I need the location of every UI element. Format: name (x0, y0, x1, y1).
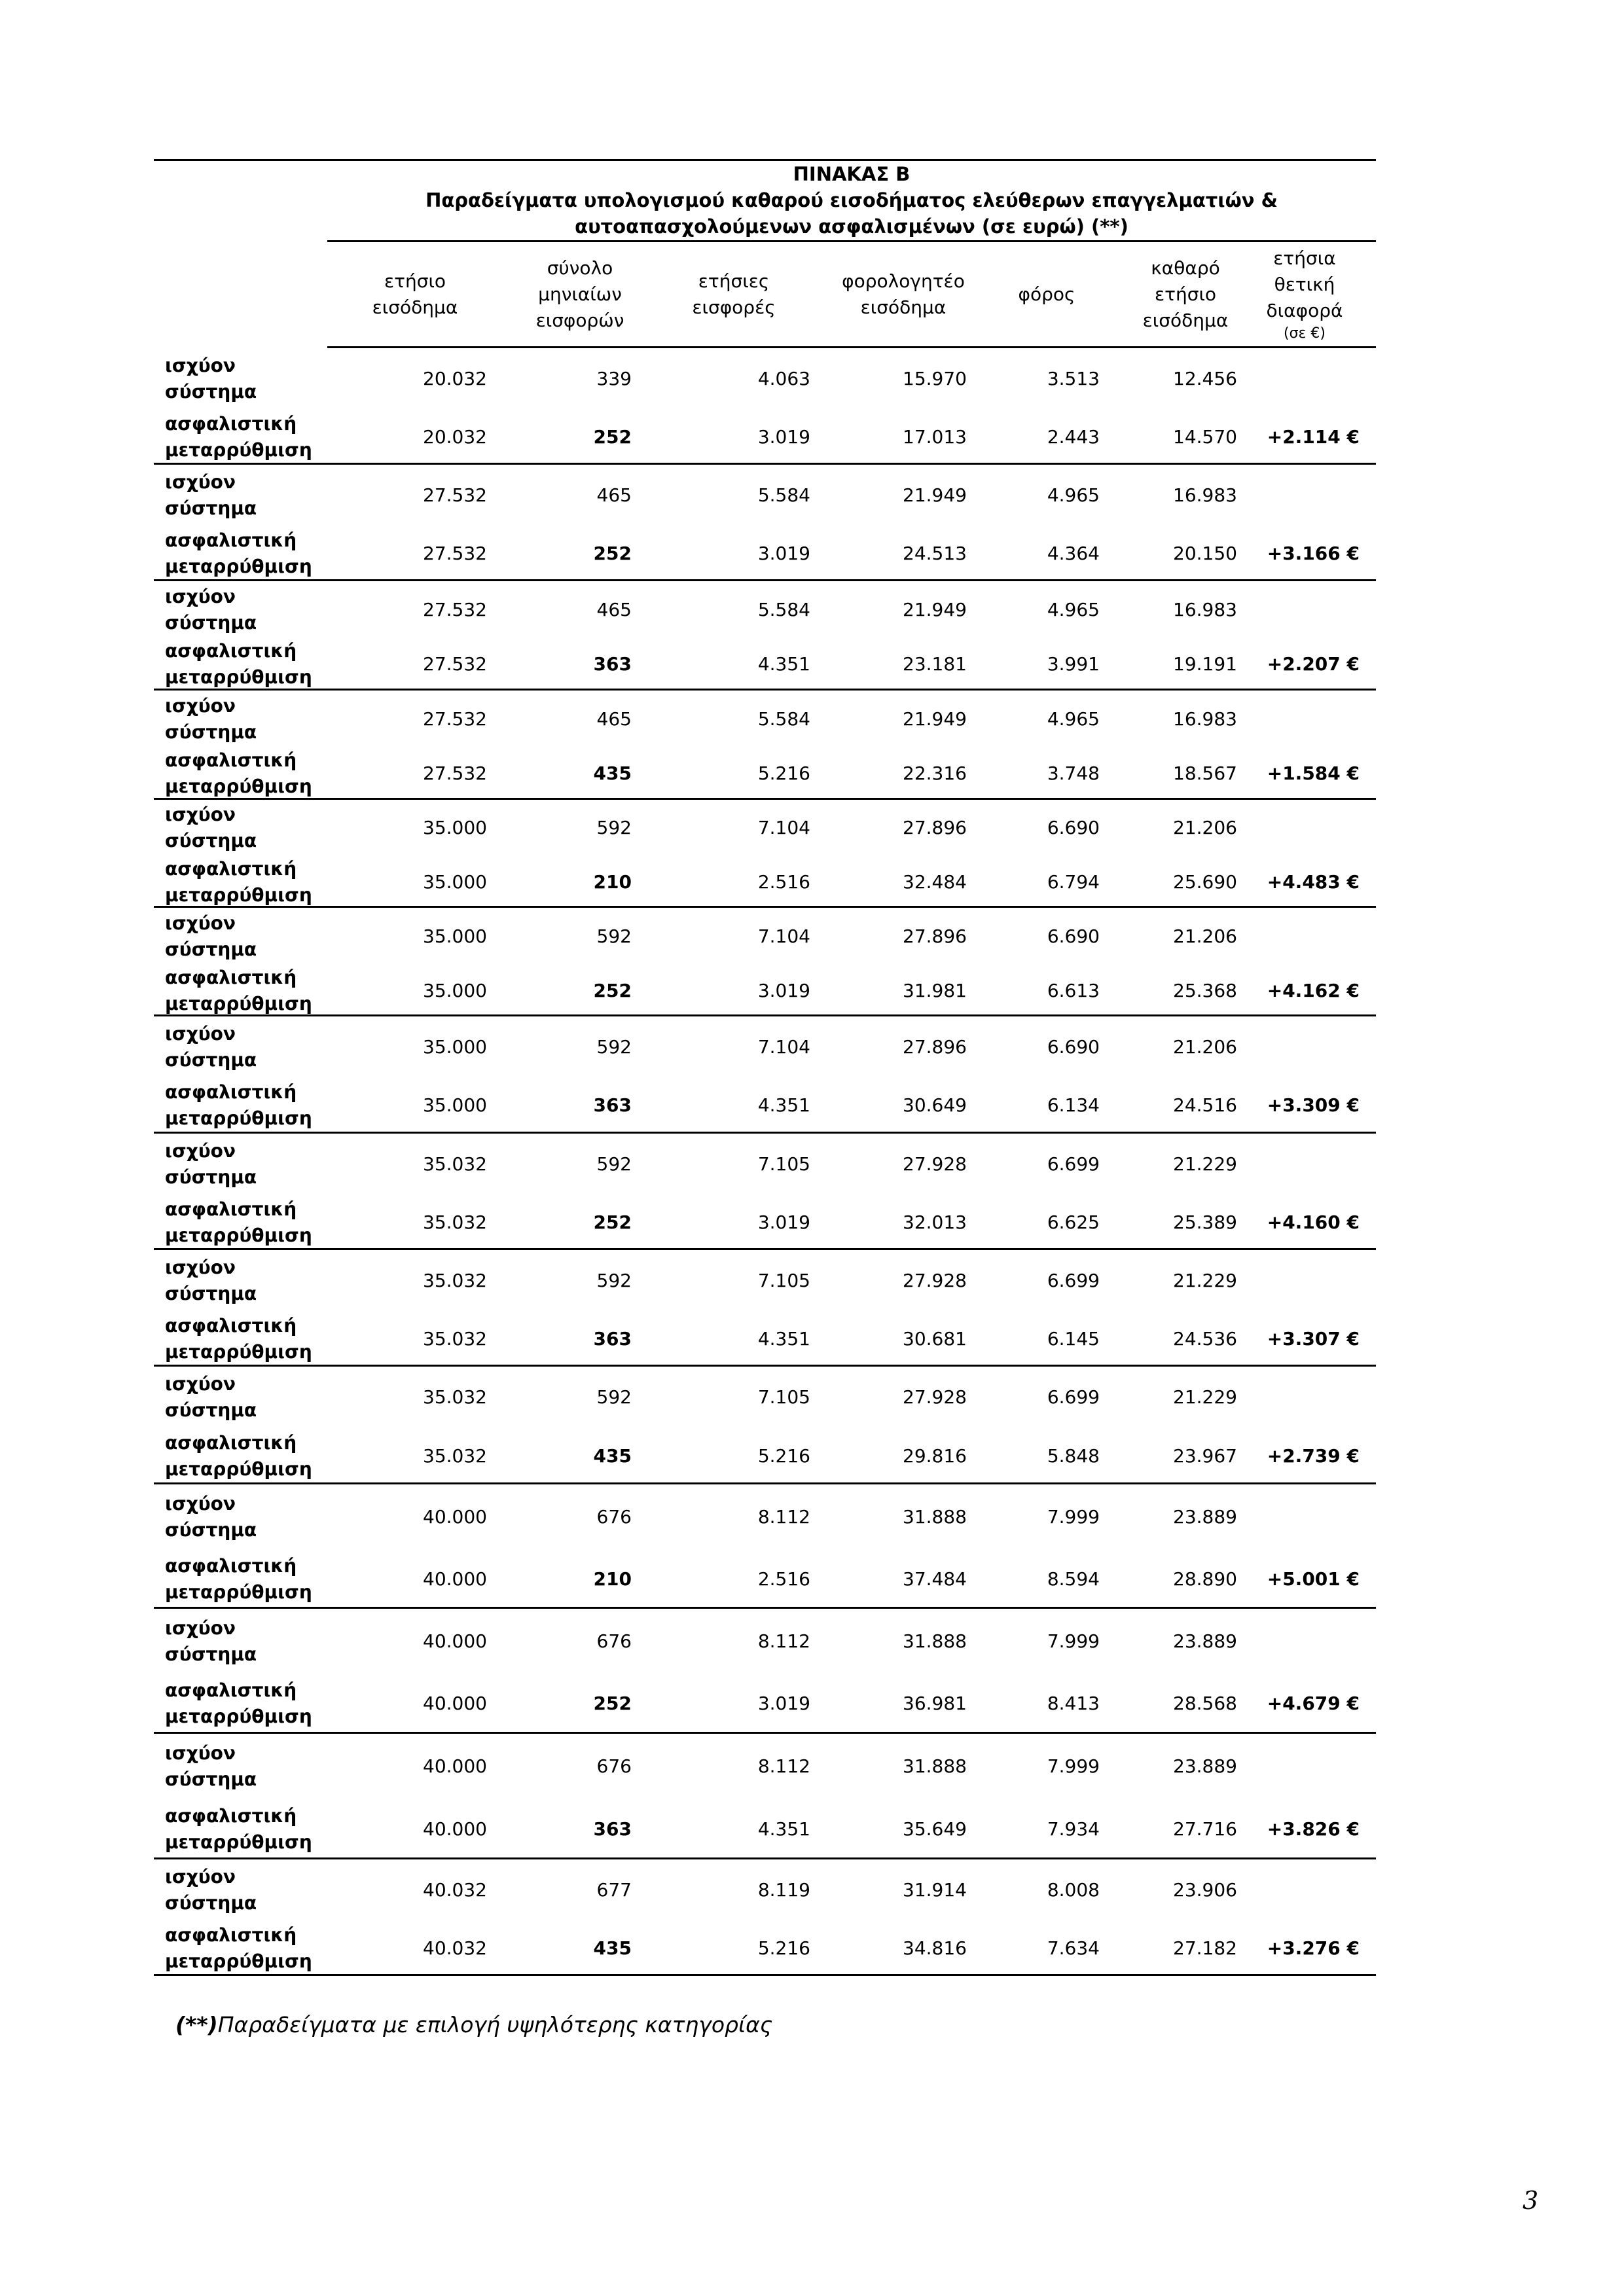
cell-annual-contributions: 4.351 (757, 653, 810, 675)
cell-annual-difference: +4.162 € (1267, 979, 1360, 1001)
cell-taxable-income: 32.484 (903, 870, 967, 893)
table-row-insurance-reform (154, 1077, 1376, 1136)
table-row-insurance-reform (154, 408, 1376, 466)
column-header-label: ετήσιες εισφορές (692, 270, 776, 318)
cell-monthly-contributions: 465 (596, 708, 632, 730)
cell-net-annual-income: 19.191 (1173, 653, 1237, 675)
cell-monthly-contributions: 210 (593, 870, 632, 893)
cell-taxable-income: 35.649 (903, 1818, 967, 1840)
cell-annual-income: 35.000 (423, 817, 487, 839)
row-label: ασφαλιστική μεταρρύθμιση (165, 1314, 312, 1363)
column-header-label: ετήσιο εισόδημα (372, 270, 458, 318)
cell-annual-income: 35.000 (423, 870, 487, 893)
table-row-current-system (154, 1368, 1376, 1427)
cell-tax: 4.364 (1047, 542, 1100, 564)
table-row-current-system (154, 466, 1376, 524)
cell-monthly-contributions: 676 (596, 1630, 632, 1652)
row-label: ασφαλιστική μεταρρύθμιση (165, 1198, 312, 1246)
cell-annual-difference: +3.276 € (1267, 1937, 1360, 1959)
comparison-group (154, 1365, 1376, 1483)
cell-annual-income: 35.032 (423, 1386, 487, 1408)
footnote-text: Παραδείγματα με επιλογή υψηλότερης κατηγορίας (217, 2012, 773, 2037)
cell-annual-difference: +4.483 € (1267, 870, 1360, 893)
cell-annual-difference: +2.207 € (1267, 653, 1360, 675)
table-row-insurance-reform (154, 1548, 1376, 1610)
cell-net-annual-income: 21.229 (1173, 1386, 1237, 1408)
cell-net-annual-income: 23.967 (1173, 1445, 1237, 1467)
cell-net-annual-income: 24.536 (1173, 1327, 1237, 1350)
cell-annual-difference: +3.307 € (1267, 1327, 1360, 1350)
cell-monthly-contributions: 465 (596, 484, 632, 506)
cell-annual-difference: +2.114 € (1267, 425, 1360, 448)
cell-monthly-contributions: 592 (596, 1386, 632, 1408)
cell-taxable-income: 27.896 (903, 817, 967, 839)
comparison-group (154, 1483, 1376, 1607)
table-row-current-system (154, 909, 1376, 963)
cell-monthly-contributions: 592 (596, 1153, 632, 1175)
column-header-unit: (σε €) (1284, 325, 1326, 342)
row-label: ισχύον σύστημα (165, 1256, 257, 1304)
cell-annual-contributions: 3.019 (757, 979, 810, 1001)
cell-annual-contributions: 7.105 (757, 1386, 810, 1408)
cell-annual-income: 40.000 (423, 1755, 487, 1777)
cell-net-annual-income: 14.570 (1173, 425, 1237, 448)
cell-monthly-contributions: 676 (596, 1505, 632, 1528)
cell-annual-difference: +3.166 € (1267, 542, 1360, 564)
cell-annual-contributions: 5.584 (757, 484, 810, 506)
cell-annual-income: 40.000 (423, 1568, 487, 1590)
cell-annual-contributions: 5.216 (757, 762, 810, 785)
cell-tax: 8.413 (1047, 1693, 1100, 1715)
column-header-label: σύνολο μηνιαίων εισφορών (535, 257, 624, 331)
comparison-group (154, 580, 1376, 689)
cell-tax: 6.613 (1047, 979, 1100, 1001)
table-row-current-system (154, 692, 1376, 747)
cell-annual-income: 35.000 (423, 1035, 487, 1058)
cell-annual-income: 27.532 (423, 708, 487, 730)
cell-annual-contributions: 7.104 (757, 1035, 810, 1058)
cell-net-annual-income: 21.206 (1173, 1035, 1237, 1058)
table-row-insurance-reform (154, 1919, 1376, 1977)
cell-tax: 6.699 (1047, 1153, 1100, 1175)
row-label: ασφαλιστική μεταρρύθμιση (165, 529, 312, 577)
row-label: ασφαλιστική μεταρρύθμιση (165, 1081, 312, 1130)
cell-annual-difference: +4.679 € (1267, 1693, 1360, 1715)
column-header-monthly-contributions (521, 243, 639, 346)
table-row-current-system (154, 1018, 1376, 1077)
cell-taxable-income: 31.888 (903, 1505, 967, 1528)
cell-tax: 4.965 (1047, 598, 1100, 620)
group-separator-rule (154, 1974, 1376, 1976)
cell-annual-contributions: 3.019 (757, 1211, 810, 1233)
cell-net-annual-income: 25.690 (1173, 870, 1237, 893)
column-header-net-annual-income (1136, 243, 1235, 346)
comparison-group (154, 906, 1376, 1015)
cell-annual-income: 35.000 (423, 1094, 487, 1117)
cell-annual-contributions: 8.119 (757, 1878, 810, 1901)
cell-monthly-contributions: 676 (596, 1755, 632, 1777)
comparison-group (154, 1732, 1376, 1858)
row-label: ασφαλιστική μεταρρύθμιση (165, 857, 312, 906)
cell-tax: 4.965 (1047, 484, 1100, 506)
table-subtitle-line-2: αυτοαπασχολούμενων ασφαλισμένων (σε ευρώ) (**) (575, 215, 1128, 238)
cell-annual-contributions: 5.584 (757, 708, 810, 730)
cell-net-annual-income: 28.890 (1173, 1568, 1237, 1590)
row-label: ισχύον σύστημα (165, 1139, 257, 1188)
row-label: ισχύον σύστημα (165, 1022, 257, 1071)
cell-taxable-income: 36.981 (903, 1693, 967, 1715)
row-label: ισχύον σύστημα (165, 804, 257, 852)
footnote-marker: (**) (175, 2012, 218, 2037)
cell-tax: 6.625 (1047, 1211, 1100, 1233)
column-header-annual-income (363, 243, 467, 346)
comparison-group (154, 1132, 1376, 1249)
cell-taxable-income: 29.816 (903, 1445, 967, 1467)
row-label: ασφαλιστική μεταρρύθμιση (165, 749, 312, 798)
cell-annual-income: 40.000 (423, 1818, 487, 1840)
cell-net-annual-income: 12.456 (1173, 367, 1237, 389)
cell-taxable-income: 37.484 (903, 1568, 967, 1590)
column-header-label: φορολογητέο εισόδημα (842, 270, 965, 318)
cell-annual-contributions: 3.019 (757, 542, 810, 564)
cell-net-annual-income: 16.983 (1173, 708, 1237, 730)
cell-monthly-contributions: 435 (593, 1445, 632, 1467)
cell-taxable-income: 31.981 (903, 979, 967, 1001)
table-row-insurance-reform (154, 1427, 1376, 1486)
cell-annual-contributions: 5.216 (757, 1937, 810, 1959)
table-row-insurance-reform (154, 855, 1376, 910)
cell-annual-income: 27.532 (423, 542, 487, 564)
table-row-insurance-reform (154, 524, 1376, 583)
cell-annual-income: 40.000 (423, 1505, 487, 1528)
cell-annual-contributions: 7.105 (757, 1269, 810, 1291)
table-row-insurance-reform (154, 1673, 1376, 1736)
cell-tax: 6.690 (1047, 1035, 1100, 1058)
cell-tax: 7.999 (1047, 1755, 1100, 1777)
row-label: ασφαλιστική μεταρρύθμιση (165, 1554, 312, 1603)
cell-annual-contributions: 8.112 (757, 1630, 810, 1652)
row-label: ισχύον σύστημα (165, 1373, 257, 1421)
table-row-current-system (154, 1735, 1376, 1798)
cell-annual-income: 35.032 (423, 1211, 487, 1233)
cell-monthly-contributions: 252 (593, 542, 632, 564)
row-label: ισχύον σύστημα (165, 1617, 257, 1665)
cell-monthly-contributions: 252 (593, 1693, 632, 1715)
cell-tax: 2.443 (1047, 425, 1100, 448)
cell-taxable-income: 27.928 (903, 1386, 967, 1408)
row-label: ισχύον σύστημα (165, 1865, 257, 1914)
cell-annual-contributions: 3.019 (757, 425, 810, 448)
header-top-rule (327, 240, 1376, 242)
cell-taxable-income: 34.816 (903, 1937, 967, 1959)
cell-taxable-income: 31.914 (903, 1878, 967, 1901)
table-row-current-system (154, 350, 1376, 408)
cell-monthly-contributions: 592 (596, 1269, 632, 1291)
cell-annual-income: 40.000 (423, 1630, 487, 1652)
cell-net-annual-income: 24.516 (1173, 1094, 1237, 1117)
cell-tax: 6.134 (1047, 1094, 1100, 1117)
comparison-group (154, 1858, 1376, 1975)
cell-monthly-contributions: 435 (593, 1937, 632, 1959)
cell-taxable-income: 17.013 (903, 425, 967, 448)
row-label: ισχύον σύστημα (165, 354, 257, 403)
cell-net-annual-income: 21.229 (1173, 1269, 1237, 1291)
column-header-annual-contributions (685, 243, 783, 346)
row-label: ασφαλιστική μεταρρύθμιση (165, 1805, 312, 1853)
cell-net-annual-income: 20.150 (1173, 542, 1237, 564)
row-label: ισχύον σύστημα (165, 694, 257, 743)
comparison-group (154, 347, 1376, 463)
cell-monthly-contributions: 363 (593, 1818, 632, 1840)
cell-annual-contributions: 7.104 (757, 925, 810, 947)
cell-tax: 3.991 (1047, 653, 1100, 675)
cell-monthly-contributions: 677 (596, 1878, 632, 1901)
cell-monthly-contributions: 592 (596, 925, 632, 947)
cell-annual-contributions: 8.112 (757, 1755, 810, 1777)
cell-monthly-contributions: 363 (593, 653, 632, 675)
page-number: 3 (1523, 2186, 1539, 2215)
cell-annual-income: 27.532 (423, 653, 487, 675)
row-label: ισχύον σύστημα (165, 1492, 257, 1541)
cell-net-annual-income: 16.983 (1173, 598, 1237, 620)
cell-taxable-income: 22.316 (903, 762, 967, 785)
cell-annual-income: 35.000 (423, 979, 487, 1001)
footnote (175, 2012, 772, 2037)
cell-taxable-income: 24.513 (903, 542, 967, 564)
table-row-current-system (154, 583, 1376, 637)
cell-annual-income: 27.532 (423, 598, 487, 620)
cell-monthly-contributions: 210 (593, 1568, 632, 1590)
cell-net-annual-income: 23.889 (1173, 1505, 1237, 1528)
table-row-current-system (154, 1486, 1376, 1548)
cell-annual-income: 35.000 (423, 925, 487, 947)
cell-tax: 7.999 (1047, 1505, 1100, 1528)
cell-net-annual-income: 21.206 (1173, 817, 1237, 839)
cell-tax: 6.690 (1047, 817, 1100, 839)
cell-annual-contributions: 2.516 (757, 870, 810, 893)
cell-taxable-income: 15.970 (903, 367, 967, 389)
cell-annual-contributions: 4.351 (757, 1327, 810, 1350)
cell-annual-income: 27.532 (423, 762, 487, 785)
cell-taxable-income: 27.928 (903, 1153, 967, 1175)
cell-monthly-contributions: 339 (596, 367, 632, 389)
cell-net-annual-income: 25.389 (1173, 1211, 1237, 1233)
cell-net-annual-income: 27.716 (1173, 1818, 1237, 1840)
cell-annual-contributions: 4.351 (757, 1094, 810, 1117)
cell-taxable-income: 21.949 (903, 598, 967, 620)
cell-taxable-income: 21.949 (903, 708, 967, 730)
cell-tax: 6.145 (1047, 1327, 1100, 1350)
column-header-label: φόρος (1018, 283, 1075, 305)
cell-annual-difference: +3.309 € (1267, 1094, 1360, 1117)
row-label: ασφαλιστική μεταρρύθμιση (165, 966, 312, 1014)
row-label: ισχύον σύστημα (165, 912, 257, 960)
cell-annual-income: 20.032 (423, 367, 487, 389)
row-label: ασφαλιστική μεταρρύθμιση (165, 1679, 312, 1728)
cell-taxable-income: 23.181 (903, 653, 967, 675)
cell-tax: 6.794 (1047, 870, 1100, 893)
table-row-current-system (154, 1251, 1376, 1310)
cell-annual-income: 35.032 (423, 1269, 487, 1291)
row-label: ισχύον σύστημα (165, 471, 257, 519)
cell-annual-income: 20.032 (423, 425, 487, 448)
cell-annual-difference: +1.584 € (1267, 762, 1360, 785)
cell-taxable-income: 31.888 (903, 1630, 967, 1652)
cell-monthly-contributions: 363 (593, 1094, 632, 1117)
column-header-tax (1007, 243, 1086, 346)
cell-taxable-income: 30.681 (903, 1327, 967, 1350)
cell-monthly-contributions: 252 (593, 425, 632, 448)
cell-annual-difference: +5.001 € (1267, 1568, 1360, 1590)
cell-taxable-income: 27.928 (903, 1269, 967, 1291)
column-header-annual-difference (1255, 243, 1354, 346)
cell-taxable-income: 31.888 (903, 1755, 967, 1777)
cell-annual-income: 35.032 (423, 1445, 487, 1467)
cell-net-annual-income: 18.567 (1173, 762, 1237, 785)
comparison-group (154, 689, 1376, 798)
table-row-insurance-reform (154, 1310, 1376, 1368)
cell-tax: 6.699 (1047, 1269, 1100, 1291)
cell-annual-difference: +4.160 € (1267, 1211, 1360, 1233)
cell-annual-contributions: 4.063 (757, 367, 810, 389)
row-label: ασφαλιστική μεταρρύθμιση (165, 412, 312, 461)
cell-annual-contributions: 7.104 (757, 817, 810, 839)
cell-monthly-contributions: 252 (593, 1211, 632, 1233)
cell-net-annual-income: 25.368 (1173, 979, 1237, 1001)
cell-annual-contributions: 3.019 (757, 1693, 810, 1715)
cell-annual-income: 35.032 (423, 1327, 487, 1350)
cell-taxable-income: 27.896 (903, 1035, 967, 1058)
row-label: ισχύον σύστημα (165, 1742, 257, 1790)
cell-net-annual-income: 27.182 (1173, 1937, 1237, 1959)
cell-annual-contributions: 2.516 (757, 1568, 810, 1590)
cell-tax: 5.848 (1047, 1445, 1100, 1467)
cell-annual-difference: +2.739 € (1267, 1445, 1360, 1467)
cell-net-annual-income: 28.568 (1173, 1693, 1237, 1715)
table-row-insurance-reform (154, 637, 1376, 692)
table-row-insurance-reform (154, 1193, 1376, 1251)
cell-taxable-income: 27.896 (903, 925, 967, 947)
cell-net-annual-income: 21.206 (1173, 925, 1237, 947)
cell-net-annual-income: 23.906 (1173, 1878, 1237, 1901)
table-row-current-system (154, 1610, 1376, 1673)
cell-monthly-contributions: 592 (596, 1035, 632, 1058)
row-label: ασφαλιστική μεταρρύθμιση (165, 1432, 312, 1480)
cell-net-annual-income: 21.229 (1173, 1153, 1237, 1175)
cell-taxable-income: 32.013 (903, 1211, 967, 1233)
cell-tax: 7.999 (1047, 1630, 1100, 1652)
cell-annual-contributions: 8.112 (757, 1505, 810, 1528)
cell-tax: 6.690 (1047, 925, 1100, 947)
cell-tax: 3.748 (1047, 762, 1100, 785)
cell-tax: 4.965 (1047, 708, 1100, 730)
cell-tax: 8.594 (1047, 1568, 1100, 1590)
table-row-current-system (154, 1135, 1376, 1193)
comparison-group (154, 798, 1376, 906)
column-header-label: ετήσια θετική διαφορά (1266, 247, 1343, 321)
cell-annual-income: 27.532 (423, 484, 487, 506)
cell-tax: 8.008 (1047, 1878, 1100, 1901)
cell-monthly-contributions: 465 (596, 598, 632, 620)
table-row-current-system (154, 801, 1376, 855)
cell-tax: 7.934 (1047, 1818, 1100, 1840)
table-row-insurance-reform (154, 747, 1376, 802)
cell-net-annual-income: 23.889 (1173, 1630, 1237, 1652)
table-title: ΠΙΝΑΚΑΣ Β (793, 163, 911, 185)
column-header-taxable-income (838, 243, 969, 346)
comparison-group (154, 1249, 1376, 1365)
cell-annual-contributions: 5.216 (757, 1445, 810, 1467)
comparison-group (154, 1015, 1376, 1132)
cell-monthly-contributions: 592 (596, 817, 632, 839)
cell-monthly-contributions: 435 (593, 762, 632, 785)
table-row-current-system (154, 1861, 1376, 1919)
row-label: ισχύον σύστημα (165, 585, 257, 634)
cell-annual-contributions: 5.584 (757, 598, 810, 620)
cell-tax: 3.513 (1047, 367, 1100, 389)
comparison-group (154, 463, 1376, 580)
cell-tax: 7.634 (1047, 1937, 1100, 1959)
table-row-insurance-reform (154, 1798, 1376, 1861)
cell-taxable-income: 21.949 (903, 484, 967, 506)
cell-annual-difference: +3.826 € (1267, 1818, 1360, 1840)
cell-net-annual-income: 16.983 (1173, 484, 1237, 506)
table-row-insurance-reform (154, 963, 1376, 1018)
row-label: ασφαλιστική μεταρρύθμιση (165, 640, 312, 689)
column-header-label: καθαρό ετήσιο εισόδημα (1142, 257, 1229, 331)
cell-taxable-income: 30.649 (903, 1094, 967, 1117)
cell-annual-income: 40.032 (423, 1937, 487, 1959)
cell-tax: 6.699 (1047, 1386, 1100, 1408)
cell-annual-income: 35.032 (423, 1153, 487, 1175)
cell-annual-contributions: 7.105 (757, 1153, 810, 1175)
cell-net-annual-income: 23.889 (1173, 1755, 1237, 1777)
cell-monthly-contributions: 252 (593, 979, 632, 1001)
cell-annual-contributions: 4.351 (757, 1818, 810, 1840)
cell-annual-income: 40.000 (423, 1693, 487, 1715)
row-label: ασφαλιστική μεταρρύθμιση (165, 1924, 312, 1972)
table-subtitle-line-1: Παραδείγματα υπολογισμού καθαρού εισοδήματος ελεύθερων επαγγελματιών & (425, 189, 1278, 211)
cell-monthly-contributions: 363 (593, 1327, 632, 1350)
comparison-group (154, 1607, 1376, 1732)
cell-annual-income: 40.032 (423, 1878, 487, 1901)
